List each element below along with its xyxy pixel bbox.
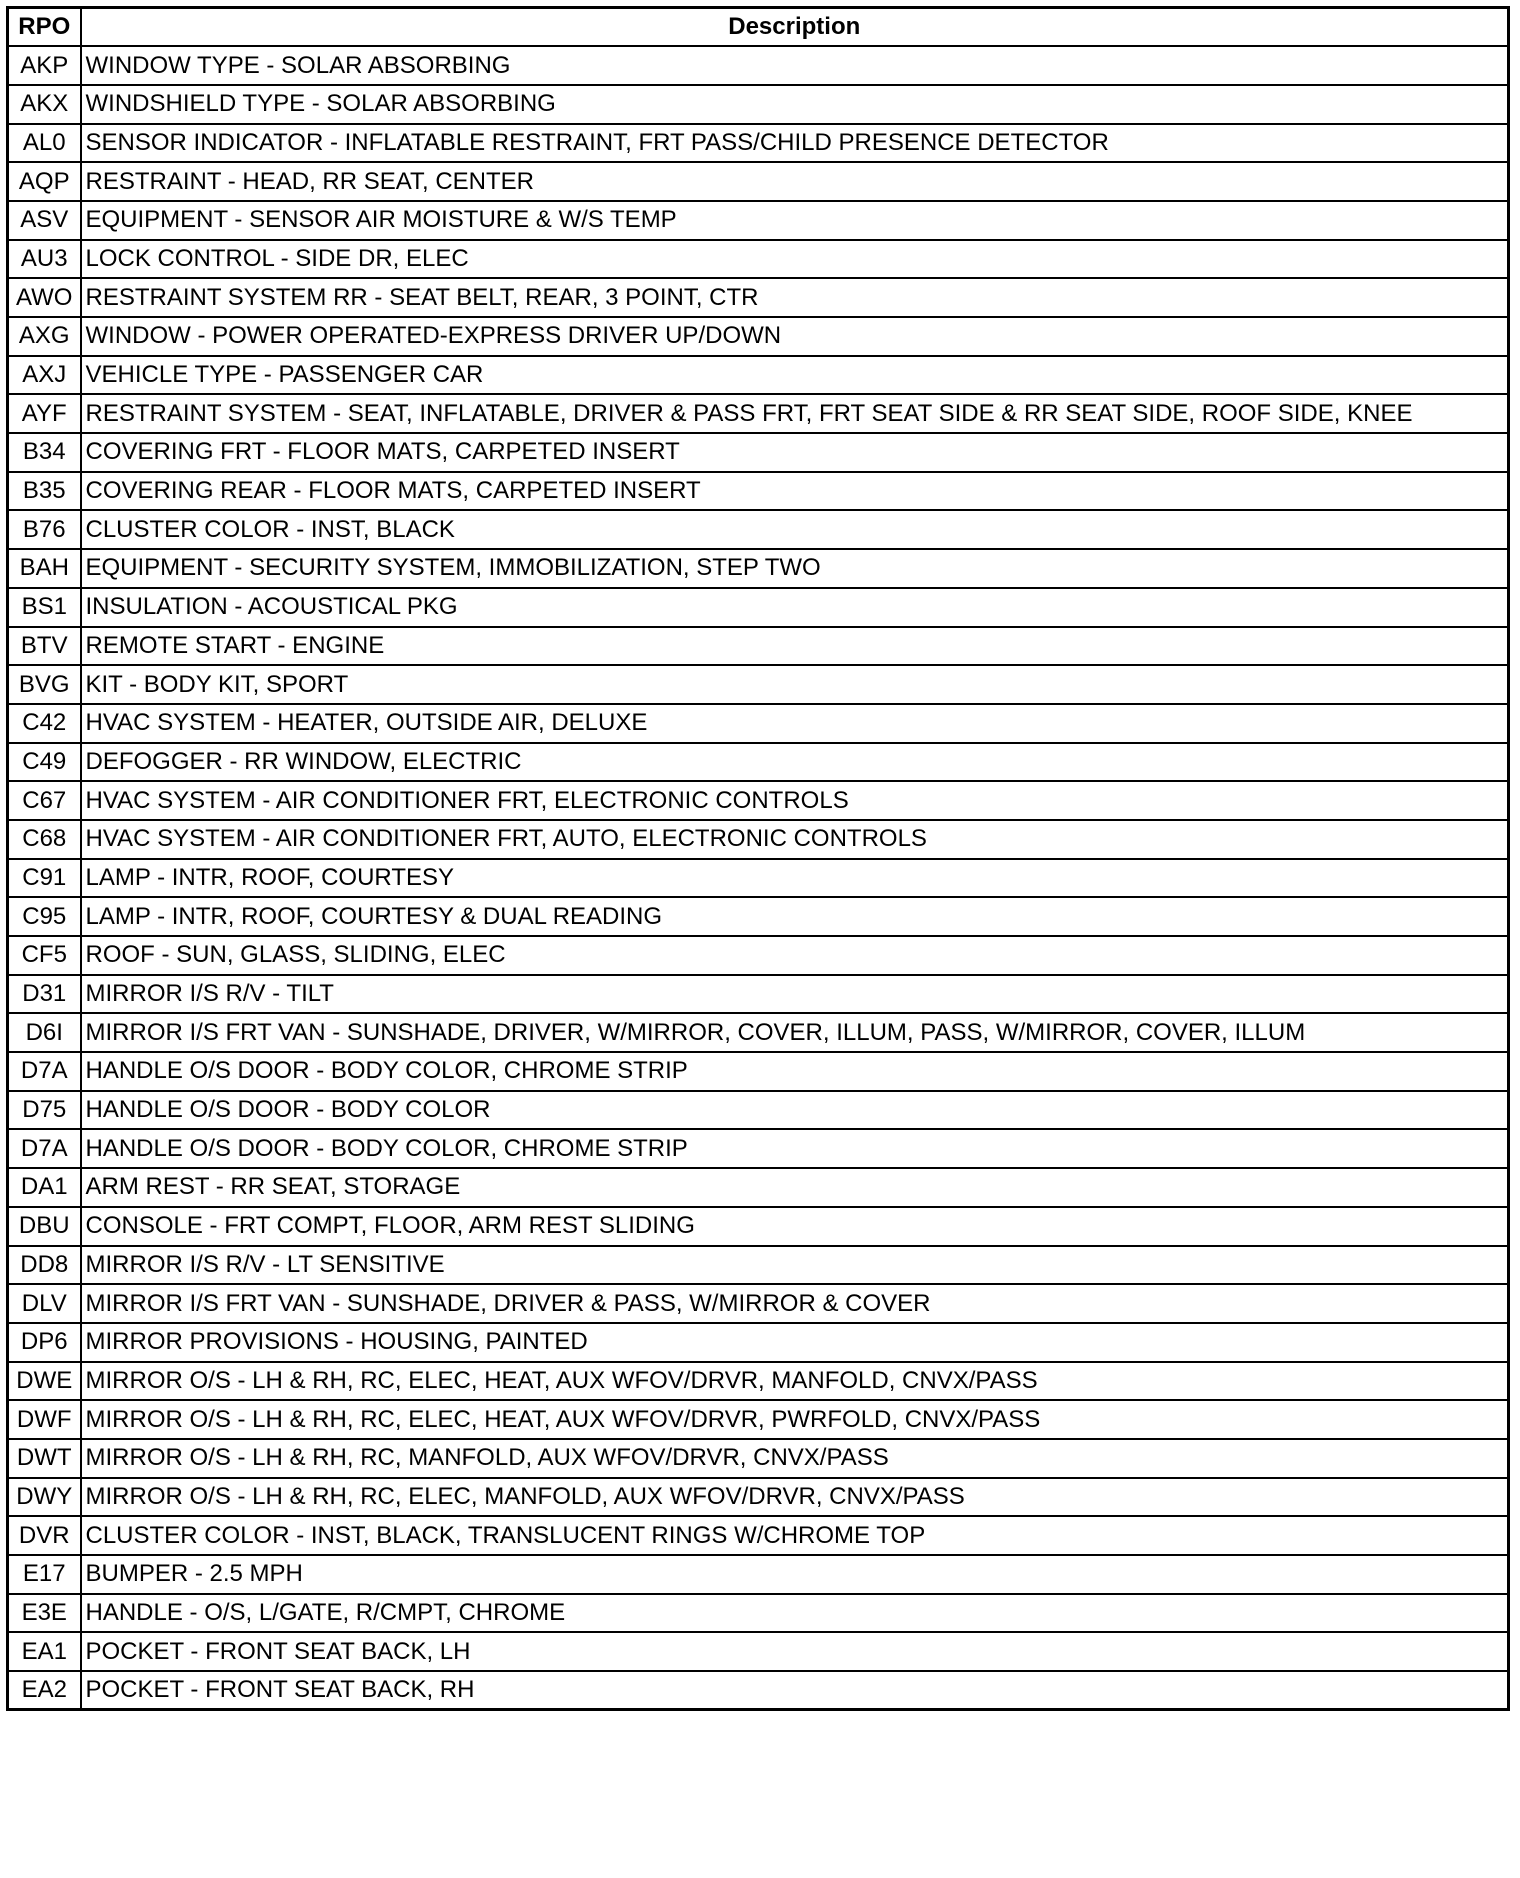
description-cell: POCKET - FRONT SEAT BACK, RH [81, 1671, 1509, 1710]
rpo-code-cell: DA1 [8, 1168, 81, 1207]
table-row [8, 317, 1509, 356]
rpo-code-cell: EA2 [8, 1671, 81, 1710]
description-cell: HANDLE O/S DOOR - BODY COLOR, CHROME STRIP [81, 1052, 1509, 1091]
description-cell: WINDOW - POWER OPERATED-EXPRESS DRIVER UP/DOWN [81, 317, 1509, 356]
table-row [8, 1555, 1509, 1594]
table-row [8, 1091, 1509, 1130]
description-cell: MIRROR O/S - LH & RH, RC, ELEC, HEAT, AUX WFOV/DRVR, PWRFOLD, CNVX/PASS [81, 1400, 1509, 1439]
rpo-code-cell: D7A [8, 1052, 81, 1091]
rpo-code-cell: AWO [8, 278, 81, 317]
description-column-header: Description [81, 8, 1509, 47]
description-cell: HVAC SYSTEM - HEATER, OUTSIDE AIR, DELUXE [81, 704, 1509, 743]
table-row [8, 46, 1509, 85]
table-row [8, 85, 1509, 124]
description-cell: REMOTE START - ENGINE [81, 627, 1509, 666]
description-cell: VEHICLE TYPE - PASSENGER CAR [81, 356, 1509, 395]
description-cell: HANDLE - O/S, L/GATE, R/CMPT, CHROME [81, 1594, 1509, 1633]
description-cell: CLUSTER COLOR - INST, BLACK [81, 510, 1509, 549]
table-row [8, 1516, 1509, 1555]
description-cell: MIRROR I/S R/V - LT SENSITIVE [81, 1246, 1509, 1285]
rpo-code-cell: EA1 [8, 1632, 81, 1671]
table-row [8, 356, 1509, 395]
table-row [8, 162, 1509, 201]
rpo-code-cell: DD8 [8, 1246, 81, 1285]
rpo-code-cell: D31 [8, 975, 81, 1014]
table-row [8, 1246, 1509, 1285]
table-row [8, 781, 1509, 820]
rpo-code-cell: DWY [8, 1478, 81, 1517]
description-cell: CLUSTER COLOR - INST, BLACK, TRANSLUCENT RINGS W/CHROME TOP [81, 1516, 1509, 1555]
rpo-code-cell: DVR [8, 1516, 81, 1555]
description-cell: ARM REST - RR SEAT, STORAGE [81, 1168, 1509, 1207]
description-cell: POCKET - FRONT SEAT BACK, LH [81, 1632, 1509, 1671]
rpo-code-cell: BTV [8, 627, 81, 666]
table-row [8, 588, 1509, 627]
table-header-row [8, 8, 1509, 47]
table-row [8, 1013, 1509, 1052]
table-row [8, 936, 1509, 975]
description-cell: COVERING REAR - FLOOR MATS, CARPETED INSERT [81, 472, 1509, 511]
description-cell: HANDLE O/S DOOR - BODY COLOR, CHROME STRIP [81, 1129, 1509, 1168]
description-cell: DEFOGGER - RR WINDOW, ELECTRIC [81, 743, 1509, 782]
rpo-code-cell: C42 [8, 704, 81, 743]
table-row [8, 510, 1509, 549]
description-cell: EQUIPMENT - SENSOR AIR MOISTURE & W/S TEMP [81, 201, 1509, 240]
rpo-code-cell: BVG [8, 665, 81, 704]
description-cell: MIRROR O/S - LH & RH, RC, ELEC, MANFOLD, AUX WFOV/DRVR, CNVX/PASS [81, 1478, 1509, 1517]
table-row [8, 1632, 1509, 1671]
rpo-code-cell: C49 [8, 743, 81, 782]
table-row [8, 743, 1509, 782]
description-cell: INSULATION - ACOUSTICAL PKG [81, 588, 1509, 627]
rpo-code-cell: BS1 [8, 588, 81, 627]
rpo-code-cell: C95 [8, 897, 81, 936]
rpo-code-cell: AKX [8, 85, 81, 124]
table-row [8, 627, 1509, 666]
table-row [8, 1052, 1509, 1091]
rpo-code-cell: CF5 [8, 936, 81, 975]
table-row [8, 1207, 1509, 1246]
table-row [8, 1362, 1509, 1401]
table-row [8, 820, 1509, 859]
rpo-code-cell: DLV [8, 1284, 81, 1323]
table-row [8, 1129, 1509, 1168]
description-cell: COVERING FRT - FLOOR MATS, CARPETED INSERT [81, 433, 1509, 472]
table-row [8, 1168, 1509, 1207]
table-row [8, 1284, 1509, 1323]
rpo-code-cell: ASV [8, 201, 81, 240]
description-cell: RESTRAINT SYSTEM - SEAT, INFLATABLE, DRIVER & PASS FRT, FRT SEAT SIDE & RR SEAT SIDE, ROOF SIDE, KNEE [81, 394, 1509, 433]
table-row [8, 665, 1509, 704]
table-row [8, 1594, 1509, 1633]
description-cell: MIRROR I/S R/V - TILT [81, 975, 1509, 1014]
rpo-code-cell: AKP [8, 46, 81, 85]
rpo-column-header: RPO [8, 8, 81, 47]
table-row [8, 1478, 1509, 1517]
rpo-code-cell: AQP [8, 162, 81, 201]
description-cell: HVAC SYSTEM - AIR CONDITIONER FRT, ELECTRONIC CONTROLS [81, 781, 1509, 820]
description-cell: SENSOR INDICATOR - INFLATABLE RESTRAINT, FRT PASS/CHILD PRESENCE DETECTOR [81, 124, 1509, 163]
table-row [8, 1323, 1509, 1362]
rpo-code-cell: DBU [8, 1207, 81, 1246]
table-row [8, 472, 1509, 511]
rpo-code-cell: E3E [8, 1594, 81, 1633]
rpo-code-cell: D7A [8, 1129, 81, 1168]
description-cell: EQUIPMENT - SECURITY SYSTEM, IMMOBILIZATION, STEP TWO [81, 549, 1509, 588]
description-cell: MIRROR I/S FRT VAN - SUNSHADE, DRIVER, W/MIRROR, COVER, ILLUM, PASS, W/MIRROR, COVER, ILLUM [81, 1013, 1509, 1052]
description-cell: WINDOW TYPE - SOLAR ABSORBING [81, 46, 1509, 85]
rpo-code-cell: B34 [8, 433, 81, 472]
table-row [8, 394, 1509, 433]
table-row [8, 975, 1509, 1014]
rpo-code-cell: C91 [8, 859, 81, 898]
rpo-code-cell: D6I [8, 1013, 81, 1052]
table-row [8, 433, 1509, 472]
rpo-code-cell: AYF [8, 394, 81, 433]
table-row [8, 1400, 1509, 1439]
table-row [8, 124, 1509, 163]
rpo-code-cell: D75 [8, 1091, 81, 1130]
description-cell: ROOF - SUN, GLASS, SLIDING, ELEC [81, 936, 1509, 975]
rpo-code-cell: DP6 [8, 1323, 81, 1362]
rpo-code-cell: C67 [8, 781, 81, 820]
table-row [8, 704, 1509, 743]
rpo-code-cell: DWT [8, 1439, 81, 1478]
description-cell: WINDSHIELD TYPE - SOLAR ABSORBING [81, 85, 1509, 124]
rpo-code-cell: DWE [8, 1362, 81, 1401]
rpo-code-cell: C68 [8, 820, 81, 859]
description-cell: MIRROR I/S FRT VAN - SUNSHADE, DRIVER & PASS, W/MIRROR & COVER [81, 1284, 1509, 1323]
table-row [8, 278, 1509, 317]
rpo-code-cell: E17 [8, 1555, 81, 1594]
description-cell: CONSOLE - FRT COMPT, FLOOR, ARM REST SLIDING [81, 1207, 1509, 1246]
rpo-code-cell: AU3 [8, 240, 81, 279]
description-cell: RESTRAINT SYSTEM RR - SEAT BELT, REAR, 3 POINT, CTR [81, 278, 1509, 317]
rpo-code-cell: AXG [8, 317, 81, 356]
description-cell: LAMP - INTR, ROOF, COURTESY & DUAL READING [81, 897, 1509, 936]
description-cell: HANDLE O/S DOOR - BODY COLOR [81, 1091, 1509, 1130]
table-row [8, 859, 1509, 898]
table-row [8, 1439, 1509, 1478]
table-row [8, 240, 1509, 279]
description-cell: LAMP - INTR, ROOF, COURTESY [81, 859, 1509, 898]
table-body [8, 46, 1509, 1710]
rpo-code-cell: AXJ [8, 356, 81, 395]
description-cell: MIRROR O/S - LH & RH, RC, MANFOLD, AUX WFOV/DRVR, CNVX/PASS [81, 1439, 1509, 1478]
description-cell: BUMPER - 2.5 MPH [81, 1555, 1509, 1594]
rpo-code-cell: B35 [8, 472, 81, 511]
table-row [8, 201, 1509, 240]
description-cell: HVAC SYSTEM - AIR CONDITIONER FRT, AUTO, ELECTRONIC CONTROLS [81, 820, 1509, 859]
description-cell: MIRROR PROVISIONS - HOUSING, PAINTED [81, 1323, 1509, 1362]
rpo-code-cell: BAH [8, 549, 81, 588]
description-cell: RESTRAINT - HEAD, RR SEAT, CENTER [81, 162, 1509, 201]
description-cell: MIRROR O/S - LH & RH, RC, ELEC, HEAT, AUX WFOV/DRVR, MANFOLD, CNVX/PASS [81, 1362, 1509, 1401]
table-row [8, 1671, 1509, 1710]
rpo-code-cell: B76 [8, 510, 81, 549]
rpo-code-cell: DWF [8, 1400, 81, 1439]
rpo-table [6, 6, 1510, 1711]
table-row [8, 549, 1509, 588]
description-cell: LOCK CONTROL - SIDE DR, ELEC [81, 240, 1509, 279]
table-row [8, 897, 1509, 936]
description-cell: KIT - BODY KIT, SPORT [81, 665, 1509, 704]
rpo-code-cell: AL0 [8, 124, 81, 163]
